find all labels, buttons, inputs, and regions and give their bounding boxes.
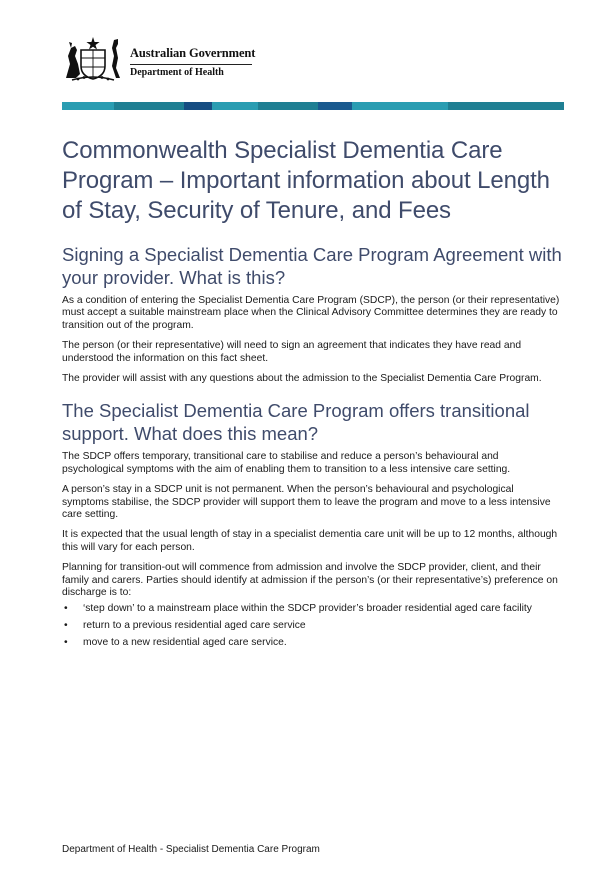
list-item-text: move to a new residential aged care service. (83, 637, 287, 649)
bullet-icon: • (64, 637, 68, 649)
stripe-segment (352, 102, 448, 110)
wordmark-divider (130, 64, 252, 65)
bullet-icon: • (64, 602, 68, 614)
stripe-segment (114, 102, 184, 110)
document-title: Commonwealth Specialist Dementia Care Program – Important information about Length of Stay, Security of Tenure, and Fees (62, 137, 550, 224)
list-item (62, 603, 562, 615)
paragraph: Planning for transition-out will commence from admission and involve the SDCP provider, client, and their family and carers. Parties should identify at admission if the person’s (or their representative’s) preference on discharge is to: (62, 562, 558, 599)
paragraph: It is expected that the usual length of stay in a specialist dementia care unit will be up to 12 months, although this will vary for each person. (62, 529, 558, 553)
stripe-segment (318, 102, 352, 110)
government-name: Australian Government (130, 46, 256, 60)
coat-of-arms-icon (62, 34, 124, 82)
list-item-text: ‘step down’ to a mainstream place within the SDCP provider’s broader residential aged care facility (83, 602, 532, 614)
paragraph: A person’s stay in a SDCP unit is not permanent. When the person’s behavioural and psychological symptoms stabilise, the SDCP provider will support them to leave the program and move to a less intensive care setting. (62, 484, 551, 521)
discharge-options-list (62, 603, 562, 650)
government-wordmark (130, 46, 255, 78)
paragraph: The provider will assist with any questions about the admission to the Specialist Dementia Care Program. (62, 373, 542, 385)
header-color-stripe (62, 102, 564, 110)
stripe-segment (258, 102, 318, 110)
paragraph: The SDCP offers temporary, transitional care to stabilise and reduce a person’s behavioural and psychological symptoms with the aim of enabling them to transition to a less intensive care setting. (62, 451, 511, 475)
section-heading-agreement: Signing a Specialist Dementia Care Program Agreement with your provider. What is this? (62, 244, 562, 288)
page-footer: Department of Health - Specialist Dementia Care Program (62, 844, 320, 855)
bullet-icon: • (64, 619, 68, 631)
paragraph: The person (or their representative) will need to sign an agreement that indicates they have read and understood the information on this fact sheet. (62, 340, 522, 364)
list-item (62, 637, 562, 649)
department-name: Department of Health (130, 67, 224, 78)
list-item-text: return to a previous residential aged care service (83, 619, 306, 631)
stripe-segment (184, 102, 212, 110)
stripe-segment (448, 102, 564, 110)
section-heading-transitional-support: The Specialist Dementia Care Program offers transitional support. What does this mean? (62, 400, 530, 445)
list-item (62, 620, 562, 632)
fact-sheet-body (62, 136, 562, 655)
government-header (62, 34, 262, 84)
paragraph: As a condition of entering the Specialist Dementia Care Program (SDCP), the person (or their representative) must accept a suitable mainstream place when the Clinical Advisory Committee determines they are ready to transition out of the program. (62, 295, 560, 331)
stripe-segment (212, 102, 258, 110)
stripe-segment (62, 102, 114, 110)
